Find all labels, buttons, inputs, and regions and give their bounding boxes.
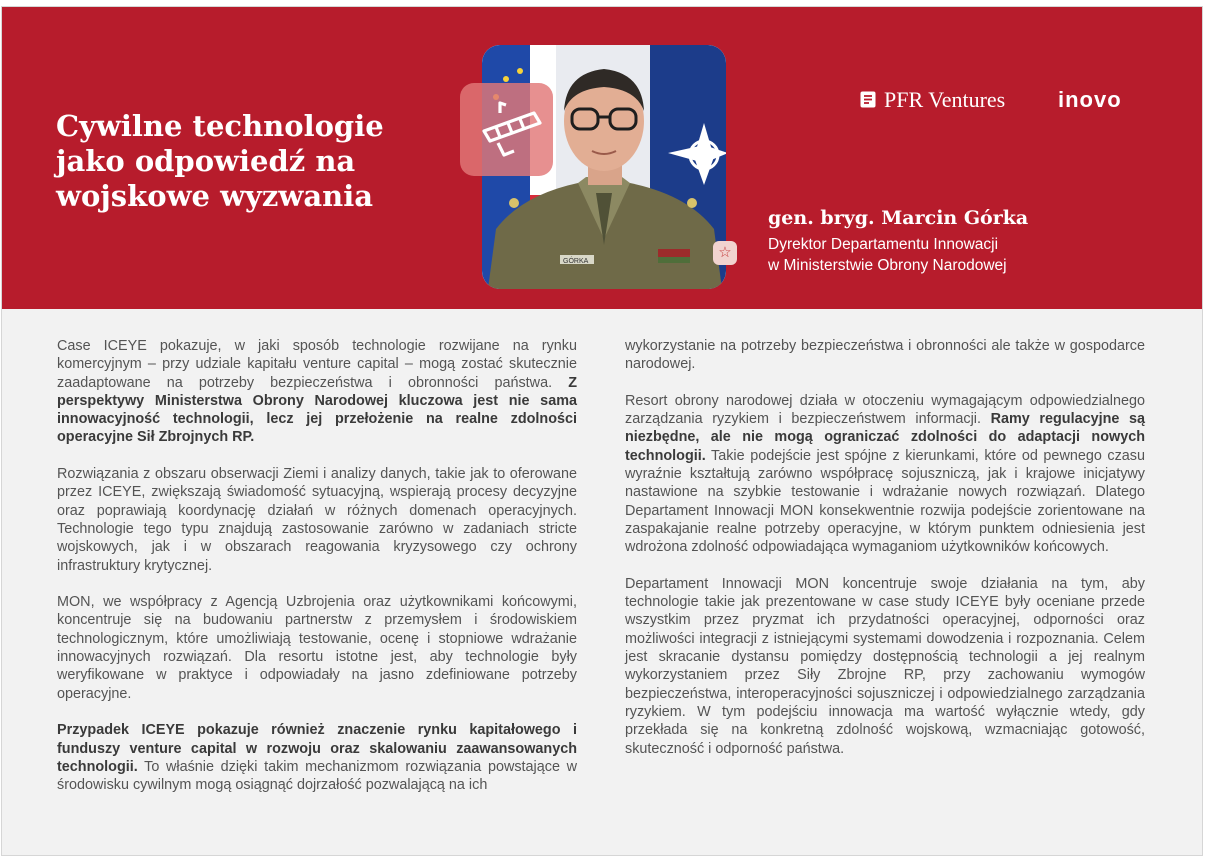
article-paragraph xyxy=(625,392,1145,557)
headline-line: Cywilne technologie xyxy=(56,109,384,143)
article-paragraph xyxy=(625,337,1145,374)
person-title-line: w Ministerstwie Obrony Narodowej xyxy=(768,257,1007,274)
paragraph-text: Case ICEYE pokazuje, w jaki sposób technologie rozwijane na rynku komercyjnym – przy udziale kapitału venture capital – mogą zostać skutecznie zaadaptowane na potrzeby bezpieczeństwa i obronności państwa. xyxy=(57,338,577,391)
article-paragraph xyxy=(625,575,1145,758)
paragraph-text: Resort obrony narodowej działa w otoczeniu wymagającym odpowiedzialnego zarządzania ryzykiem i bezpieczeństwem informacji. xyxy=(625,392,1145,428)
article-column-left xyxy=(57,337,577,794)
article-column-right xyxy=(625,337,1145,758)
paragraph-text: Departament Innowacji MON koncentruje swoje działania na tym, aby technologie takie jak prezentowane w case study ICEYE były oceniane przede wszystkim przez pryzmat ich przydatności operacyjnej, odporności oraz możliwości integracji z istniejącymi systemami dowodzenia i rozpoznania. Celem jest skracanie dystansu pomiędzy dostępnością technologii a jej realnym wykorzystaniem przez Siły Zbrojne RP, przy zachowaniu wymogów bezpieczeństwa, interoperacyjności sojuszniczej i odpowiedzialnego zarządzania ryzykiem. W tym podejściu innowacja ma wartość wyłącznie wtedy, gdy przekłada się na konkretną zdolność wojskową, wzmacniając gotowość, skuteczność i odporność państwa. xyxy=(625,575,1145,757)
article-paragraph xyxy=(57,465,577,575)
person-title-line: Dyrektor Departamentu Innowacji xyxy=(768,236,999,253)
emphasized-text: Z perspektywy Ministerstwa Obrony Narodowej kluczowa jest nie sama innowacyjność technologii, lecz jej przełożenie na realne zdolności operacyjne Sił Zbrojnych RP. xyxy=(57,374,577,446)
star-icon: ☆ xyxy=(713,241,737,265)
headline-line: wojskowe wyzwania xyxy=(56,179,374,213)
pfr-ventures-label: PFR Ventures xyxy=(884,87,1006,112)
pfr-ventures-logo xyxy=(860,87,1005,113)
header-banner xyxy=(2,7,1202,309)
document-icon xyxy=(860,91,876,108)
paragraph-text: Rozwiązania z obszaru obserwacji Ziemi i analizy danych, takie jak to oferowane przez ICEYE, zwiększają świadomość sytuacyjną, wspierają procesy decyzyjne oraz poprawiają koordynację działań w różnych domenach operacyjnych. Technologie tego typu znajdują zastosowanie zarówno w zadaniach stricte wojskowych, jak i w obszarach reagowania kryzysowego czy ochrony infrastruktury krytycznej. xyxy=(57,466,577,574)
uniform-name-tag: GÓRKA xyxy=(563,258,589,265)
paragraph-text: MON, we współpracy z Agencją Uzbrojenia oraz użytkownikami końcowymi, koncentruje się na budowaniu partnerstw z przemysłem i środowiskiem technologicznym, które umożliwiają testowanie, ocenę i stopniowe wdrażanie innowacyjnych rozwiązań. Dla resortu istotne jest, aby technologie były weryfikowane w praktyce i odpowiadały na jasno zdefiniowane potrzeby operacyjne. xyxy=(57,594,577,702)
article-headline xyxy=(56,109,456,214)
inovo-logo: inovo xyxy=(1058,87,1122,112)
person-name: gen. bryg. Marcin Górka xyxy=(768,207,1029,229)
article-paragraph xyxy=(57,337,577,447)
person-title xyxy=(768,234,1007,276)
article-page xyxy=(1,6,1203,856)
emphasized-text: Ramy regulacyjne są niezbędne, ale nie mogą ograniczać zdolności do adaptacji nowych technologii. xyxy=(625,411,1146,464)
paragraph-text: Takie podejście jest spójne z kierunkami, które od pewnego czasu wyraźnie kształtują zarówno współpracę sojuszniczą, jak i krajowe inicjatywy nastawione na szybkie testowanie i wdrażanie nowych rozwiązań. Dlatego Departament Innowacji MON konsekwentnie rozwija podejście zorientowane na zaspakajanie realne potrzeby operacyjne, w którym punktem odniesienia jest wdrożona zdolność odpowiadająca wymaganiom użytkowników końcowych. xyxy=(625,447,1145,556)
satellite-icon xyxy=(460,83,553,176)
article-paragraph xyxy=(57,593,577,703)
article-paragraph xyxy=(57,721,577,794)
emphasized-text: Przypadek ICEYE pokazuje również znaczenie rynku kapitałowego i funduszy venture capital w rozwoju oraz skalowaniu zaawansowanych technologii. xyxy=(57,722,577,775)
headline-line: jako odpowiedź na xyxy=(56,144,356,178)
paragraph-text: wykorzystanie na potrzeby bezpieczeństwa i obronności ale także w gospodarce narodowej. xyxy=(625,338,1145,373)
paragraph-text: To właśnie dzięki takim mechanizmom rozwiązania powstające w środowisku cywilnym mogą osiągnąć dojrzałość pozwalającą na ich xyxy=(57,758,577,794)
